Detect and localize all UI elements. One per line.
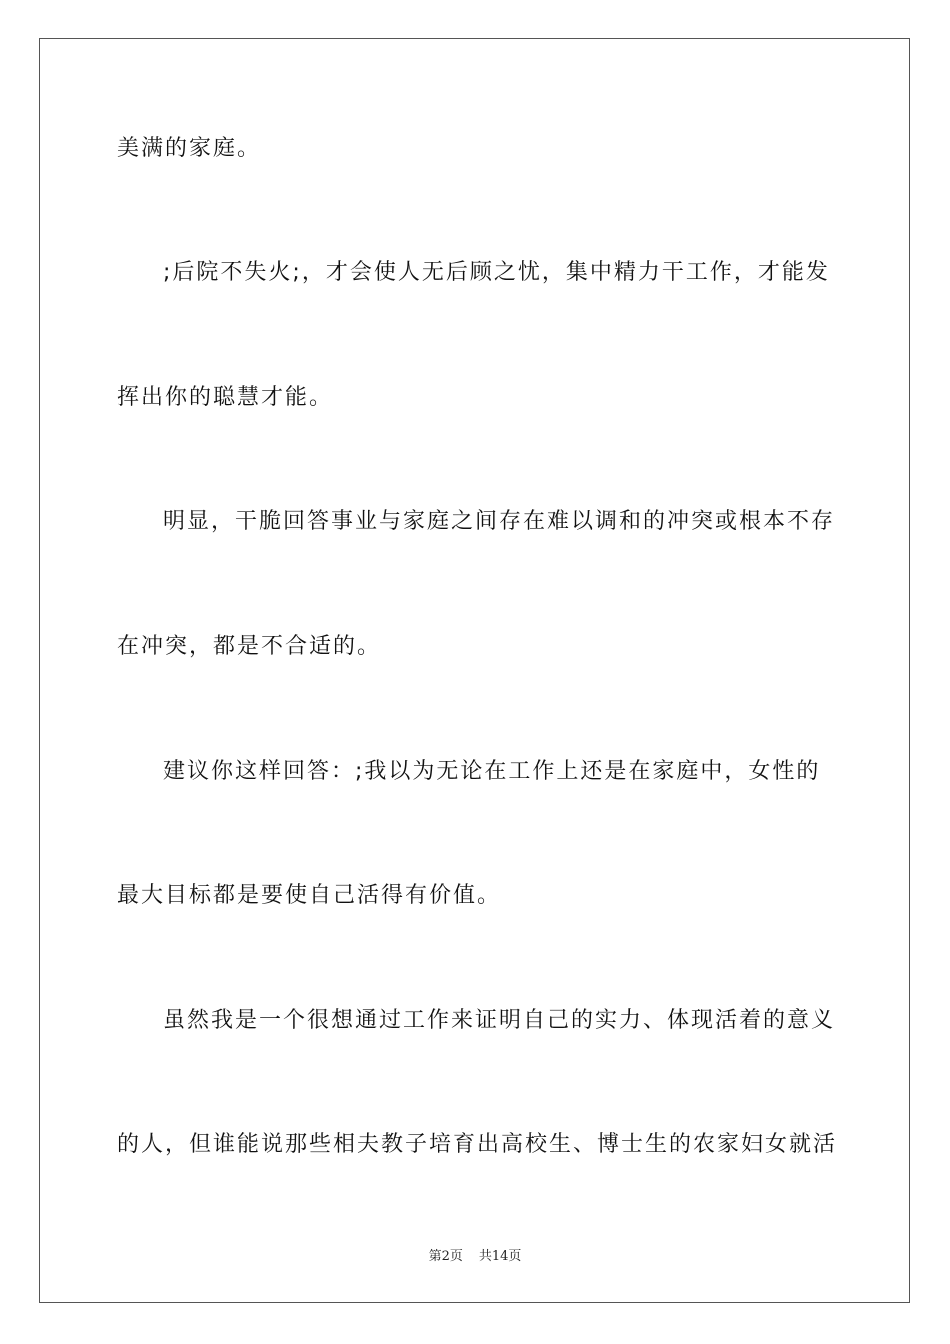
text-line-8: 虽然我是一个很想通过工作来证明自己的实力、体现活着的意义 <box>163 1008 836 1033</box>
text-line-9: 的人，但谁能说那些相夫教子培育出高校生、博士生的农家妇女就活 <box>117 1132 838 1157</box>
page-number: 第2页 <box>428 1249 463 1264</box>
page-border <box>39 38 910 1303</box>
text-line-5: 在冲突，都是不合适的。 <box>117 634 382 659</box>
text-line-4: 明显，干脆回答事业与家庭之间存在难以调和的冲突或根本不存 <box>163 509 836 534</box>
text-line-2: ;后院不失火;，才会使人无后顾之忧，集中精力干工作，才能发 <box>163 260 830 285</box>
page-total: 共14页 <box>478 1249 522 1264</box>
text-line-3: 挥出你的聪慧才能。 <box>117 385 334 410</box>
text-line-1: 美满的家庭。 <box>117 136 262 161</box>
text-line-6: 建议你这样回答：;我以为无论在工作上还是在家庭中，女性的 <box>163 759 821 784</box>
text-line-7: 最大目标都是要使自己活得有价值。 <box>117 883 502 908</box>
page-footer <box>0 1248 950 1266</box>
